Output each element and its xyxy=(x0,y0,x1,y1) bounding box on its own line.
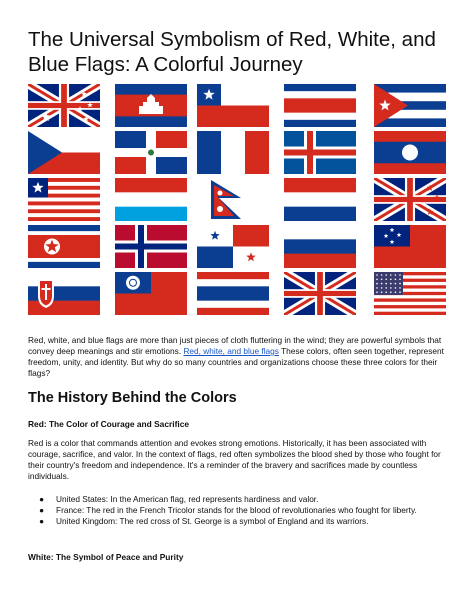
cuba-flag-icon xyxy=(374,84,446,127)
czech-republic-flag-icon xyxy=(28,131,100,174)
france-flag-icon xyxy=(197,131,269,174)
white-subheading: White: The Symbol of Peace and Purity xyxy=(28,552,184,562)
red-examples-list xyxy=(28,494,448,527)
dominican-republic-flag-icon xyxy=(115,131,187,174)
united-states-flag-icon xyxy=(374,272,446,315)
red-paragraph: Red is a color that commands attention and evokes strong emotions. Historically, it has been associated with courage, sacrifice, and valor. In the context of flags, red often symbolizes the blood shed by those who fought for their country's freedom and independence. It's a reminder of the bravery and sacrifices made by countless individuals. xyxy=(28,438,441,481)
norway-flag-icon xyxy=(115,225,187,268)
list-item-text: France: The red in the French Tricolor stands for the blood of revolutionaries who fought for liberty. xyxy=(56,505,417,515)
intro-text-after-link: These colors, often seen together, represent freedom, unity, and identity. But why do so many countries and organizations choose these three colors for their flags? xyxy=(28,346,444,378)
luxembourg-flag-icon xyxy=(115,178,187,221)
laos-flag-icon xyxy=(374,131,446,174)
nepal-flag-icon xyxy=(197,178,269,221)
flag-grid xyxy=(28,84,448,318)
cambodia-flag-icon xyxy=(115,84,187,127)
list-item-text: United States: In the American flag, red represents hardiness and valor. xyxy=(56,494,319,504)
united-kingdom-flag-icon xyxy=(284,272,356,315)
chile-flag-icon xyxy=(197,84,269,127)
iceland-flag-icon xyxy=(284,131,356,174)
new-zealand-flag-icon xyxy=(374,178,446,221)
samoa-flag-icon xyxy=(374,225,446,268)
thailand-flag-icon xyxy=(197,272,269,315)
north-korea-flag-icon xyxy=(28,225,100,268)
russia-flag-icon xyxy=(284,225,356,268)
history-section-heading: The History Behind the Colors xyxy=(28,390,237,406)
panama-flag-icon xyxy=(197,225,269,268)
taiwan-flag-icon xyxy=(115,272,187,315)
intro-text-before-link: Red, white, and blue flags are more than just pieces of cloth fluttering in the wind; they are powerful symbols that convey deep meanings and stir emotions. xyxy=(28,335,442,356)
bullet-icon: ● xyxy=(39,505,45,515)
red-subheading: Red: The Color of Courage and Sacrifice xyxy=(28,419,190,429)
costa-rica-flag-icon xyxy=(284,84,356,127)
australia-flag-icon xyxy=(28,84,100,127)
bullet-icon: ● xyxy=(39,516,45,526)
document-title: The Universal Symbolism of Red, White, and Blue Flags: A Colorful Journey xyxy=(28,28,436,76)
liberia-flag-icon xyxy=(28,178,100,221)
list-item xyxy=(28,494,448,505)
slovakia-flag-icon xyxy=(28,272,100,315)
netherlands-flag-icon xyxy=(284,178,356,221)
list-item xyxy=(28,516,448,527)
bullet-icon: ● xyxy=(39,494,45,504)
red-white-blue-flags-link[interactable]: Red, white, and blue flags xyxy=(183,346,279,356)
list-item xyxy=(28,505,448,516)
list-item-text: United Kingdom: The red cross of St. George is a symbol of England and its warriors. xyxy=(56,516,369,526)
intro-paragraph xyxy=(28,335,448,379)
